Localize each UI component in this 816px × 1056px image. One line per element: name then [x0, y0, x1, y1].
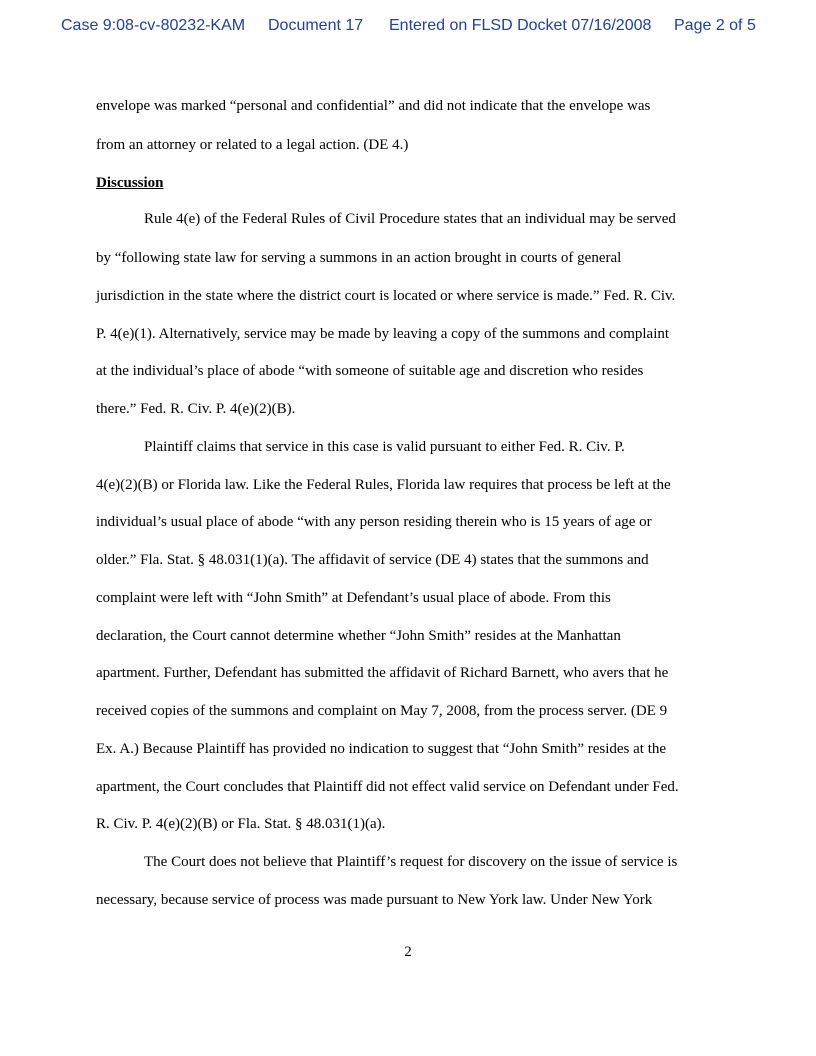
body-line: complaint were left with “John Smith” at Defendant’s usual place of abode. From this [96, 590, 611, 606]
section-heading-discussion: Discussion [96, 175, 164, 191]
body-line: at the individual’s place of abode “with someone of suitable age and discretion who resides [96, 363, 644, 379]
body-line: R. Civ. P. 4(e)(2)(B) or Fla. Stat. § 48.031(1)(a). [96, 816, 386, 832]
body-line: older.” Fla. Stat. § 48.031(1)(a). The affidavit of service (DE 4) states that the summons and [96, 552, 649, 568]
body-line: apartment, the Court concludes that Plaintiff did not effect valid service on Defendant under Fed. [96, 779, 679, 795]
body-line: necessary, because service of process was made pursuant to New York law. Under New York [96, 892, 653, 908]
body-line: The Court does not believe that Plaintiff’s request for discovery on the issue of service is [144, 854, 678, 870]
body-line: from an attorney or related to a legal action. (DE 4.) [96, 137, 409, 153]
body-line: by “following state law for serving a summons in an action brought in courts of general [96, 250, 622, 266]
page-count: Page 2 of 5 [674, 17, 756, 34]
body-line: Rule 4(e) of the Federal Rules of Civil Procedure states that an individual may be served [144, 211, 676, 227]
body-line: envelope was marked “personal and confidential” and did not indicate that the envelope was [96, 98, 651, 114]
body-line: Plaintiff claims that service in this case is valid pursuant to either Fed. R. Civ. P. [144, 439, 625, 455]
body-line: Ex. A.) Because Plaintiff has provided no indication to suggest that “John Smith” resides at the [96, 741, 667, 757]
body-line: jurisdiction in the state where the district court is located or where service is made.” Fed. R. Civ. [96, 288, 676, 304]
body-line: P. 4(e)(1). Alternatively, service may be made by leaving a copy of the summons and complaint [96, 326, 670, 342]
body-line: there.” Fed. R. Civ. P. 4(e)(2)(B). [96, 401, 296, 417]
body-line: 4(e)(2)(B) or Florida law. Like the Federal Rules, Florida law requires that process be left at the [96, 477, 671, 493]
page-number: 2 [404, 944, 412, 960]
body-line: received copies of the summons and complaint on May 7, 2008, from the process server. (DE 9 [96, 703, 668, 719]
body-line: individual’s usual place of abode “with any person residing therein who is 15 years of age or [96, 514, 652, 530]
docket-header [0, 17, 816, 39]
docket-entry-date: Entered on FLSD Docket 07/16/2008 [389, 17, 652, 34]
body-line: declaration, the Court cannot determine whether “John Smith” resides at the Manhattan [96, 628, 621, 644]
document-number: Document 17 [268, 17, 364, 34]
body-line: apartment. Further, Defendant has submitted the affidavit of Richard Barnett, who avers that he [96, 665, 669, 681]
case-number: Case 9:08-cv-80232-KAM [61, 17, 246, 34]
